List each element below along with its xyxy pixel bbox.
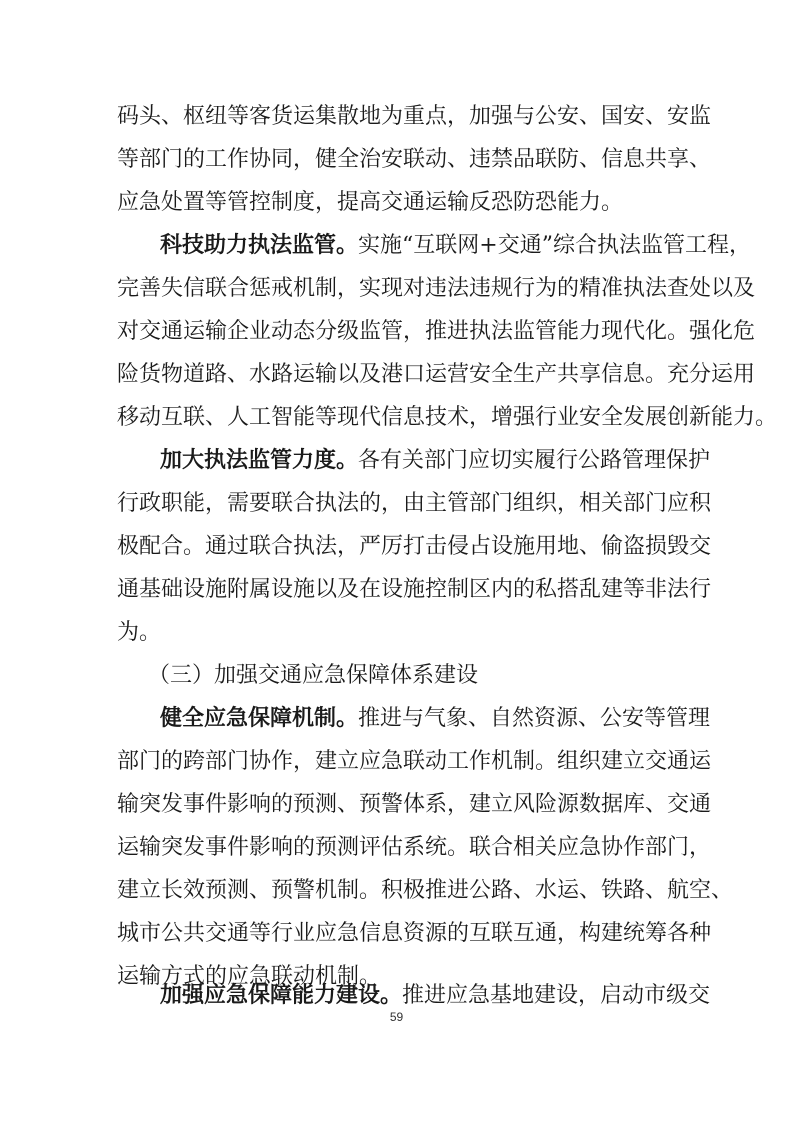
paragraph-lead-bold: 健全应急保障机制。 [160, 706, 359, 731]
body-line [117, 140, 712, 180]
line-text: 行政职能，需要联合执法的，由主管部门组织，相关部门应积 [117, 491, 712, 516]
body-line [117, 269, 756, 309]
body-line [117, 183, 697, 223]
line-text: 运输突发事件影响的预测评估系统。联合相关应急协作部门， [117, 835, 712, 860]
body-line [117, 484, 712, 524]
line-text: 险货物道路、水路运输以及港口运营安全生产共享信息。充分运用 [117, 362, 756, 387]
line-text: 部门的跨部门协作，建立应急联动工作机制。组织建立交通运 [117, 749, 712, 774]
paragraph-lead-bold: 加大执法监管力度。 [160, 448, 359, 473]
paragraph-lead-bold: 加强应急保障能力建设。 [160, 983, 403, 1008]
line-text: 移动互联、人工智能等现代信息技术，增强行业安全发展创新能力。 [117, 405, 778, 430]
line-text: 码头、枢纽等客货运集散地为重点，加强与公安、国安、安监 [117, 104, 712, 129]
line-text: 输突发事件影响的预测、预警体系，建立风险源数据库、交通 [117, 792, 712, 817]
line-text: 建立长效预测、预警机制。积极推进公路、水运、铁路、航空、 [117, 878, 734, 903]
paragraph-start-line [160, 441, 711, 481]
paragraph-lead-bold: 科技助力执法监管。 [160, 233, 359, 258]
line-text: 通基础设施附属设施以及在设施控制区内的私搭乱建等非法行 [117, 577, 712, 602]
line-text: 运输方式的应急联动机制。 [117, 964, 382, 989]
body-line [117, 97, 712, 137]
paragraph-start-line [160, 699, 711, 739]
section-heading [148, 656, 697, 696]
body-line [117, 871, 734, 911]
page-number: 59 [389, 1010, 404, 1024]
line-text: 城市公共交通等行业应急信息资源的互联互通，构建统筹各种 [117, 921, 712, 946]
line-text: 对交通运输企业动态分级监管，推进执法监管能力现代化。强化危 [117, 319, 756, 344]
line-text: 等部门的工作协同，健全治安联动、违禁品联防、信息共享、 [117, 147, 712, 172]
line-text: 推进应急基地建设，启动市级交 [402, 983, 711, 1008]
line-text: 完善失信联合惩戒机制，实现对违法违规行为的精准执法查处以及 [117, 276, 756, 301]
line-text: 极配合。通过联合执法，严厉打击侵占设施用地、偷盗损毁交 [117, 534, 712, 559]
paragraph-start-line [160, 226, 751, 266]
body-line [117, 742, 712, 782]
line-text: 应急处置等管控制度，提高交通运输反恐防恐能力。 [117, 190, 624, 215]
body-line [117, 398, 778, 438]
body-line [117, 312, 756, 352]
body-line [117, 828, 712, 868]
line-text: 各有关部门应切实履行公路管理保护 [358, 448, 711, 473]
body-line [117, 914, 712, 954]
body-line [117, 527, 712, 567]
body-line [117, 570, 712, 610]
body-line [117, 613, 697, 653]
line-text: 实施“互联网+交通”综合执法监管工程， [358, 233, 751, 258]
line-text: 推进与气象、自然资源、公安等管理 [358, 706, 711, 731]
body-line [117, 785, 712, 825]
line-text: 为。 [117, 620, 162, 645]
section-heading-text: （三）加强交通应急保障体系建设 [148, 663, 479, 688]
body-line [117, 355, 756, 395]
